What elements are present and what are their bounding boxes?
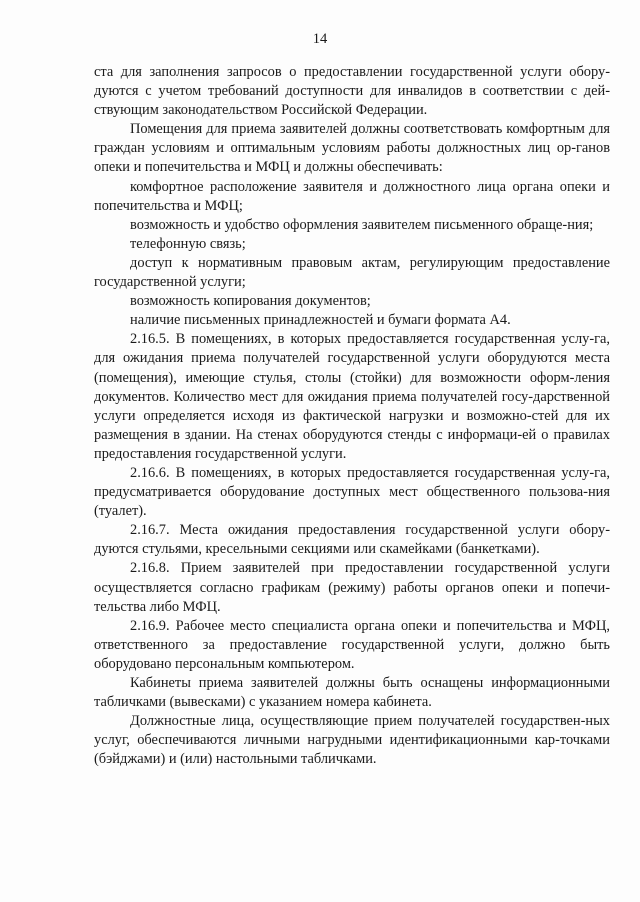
paragraph-2-16-8: 2.16.8. Прием заявителей при предоставлении государственной услуги осуществляется согласно графикам (режиму) работы органов опеки и попечи-тельства либо МФЦ. [94, 560, 610, 615]
paragraph-2-16-5: 2.16.5. В помещениях, в которых предоставляется государственная услу-га, для ожидания приема получателей государственной услуги оборудуются места (помещения), имеющие стулья, столы (стойки) для возможности оформ-ления документов. Количество мест для ожидания приема получателей госу-дарственной услуги определяется исходя из фактической нагрузки и возможно-стей для их размещения в здании. На стенах оборудуются стенды с информаци-ей о правилах предоставления государственной услуги. [94, 331, 610, 462]
list-item-legal-acts-access: доступ к нормативным правовым актам, регулирующим предоставление государственной услуги; [94, 254, 610, 291]
paragraph-2-16-9: 2.16.9. Рабочее место специалиста органа опеки и попечительства и МФЦ, ответственного за предоставление государственной услуги, должно быть оборудовано персональным компьютером. [94, 617, 610, 672]
list-item-comfortable-placement: комфортное расположение заявителя и должностного лица органа опеки и попечительства и МФЦ; [94, 178, 610, 214]
paragraph-continuation: ста для заполнения запросов о предоставлении государственной услуги обору-дуются с учетом требований доступности для инвалидов в соответствии с дей-ствующим законодательством Российской Федерации. [94, 64, 610, 119]
paragraph-office-signs: Кабинеты приема заявителей должны быть оснащены информационными табличками (вывесками) с указанием номера кабинета. [94, 675, 610, 711]
list-item-written-application: возможность и удобство оформления заявителем письменного обраще-ния; [130, 216, 594, 233]
paragraph-badges: Должностные лица, осуществляющие прием получателей государствен-ных услуг, обеспечиваются личными нагрудными идентификационными кар-точками (бэйджами) и (или) настольными табличками. [94, 713, 610, 768]
list-item-telephone: телефонную связь; [130, 235, 246, 252]
paragraph-2-16-7: 2.16.7. Места ожидания предоставления государственной услуги обору-дуются стульями, кресельными секциями или скамейками (банкетками). [94, 522, 610, 558]
paragraph-2-16-6: 2.16.6. В помещениях, в которых предоставляется государственная услу-га, предусматривается оборудование доступных мест общественного пользова-ния (туалет). [94, 464, 610, 520]
document-body [94, 63, 610, 769]
paragraph-premises-requirements: Помещения для приема заявителей должны соответствовать комфортным для граждан условиям и оптимальным условиям работы должностных лиц ор-ганов опеки и попечительства и МФЦ и должны обеспечивать: [94, 121, 610, 176]
page-number: 14 [312, 31, 328, 47]
list-item-document-copying: возможность копирования документов; [130, 293, 371, 310]
list-item-writing-supplies: наличие письменных принадлежностей и бумаги формата А4. [130, 312, 511, 329]
